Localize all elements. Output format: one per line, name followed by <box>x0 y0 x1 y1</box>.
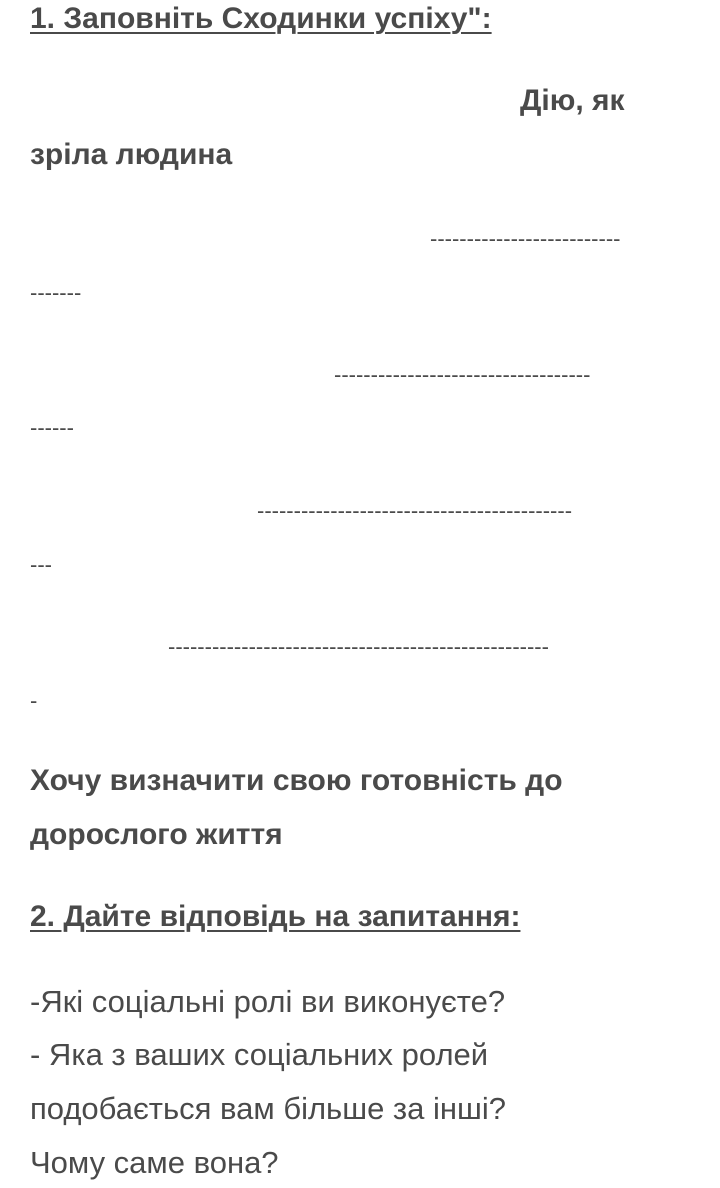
bottom-step-label-line1: Хочу визначити свою готовність до <box>30 764 563 797</box>
step-1-blank: -------------------------- <box>430 226 621 251</box>
question-line-4: Чому саме вона? <box>30 1145 279 1180</box>
step-3-blank-wrap: --- <box>30 552 52 577</box>
step-4-blank-wrap: - <box>30 688 38 713</box>
question-line-3: подобається вам більше за інші? <box>30 1091 506 1126</box>
step-4-blank: ---------------------------------------------------- <box>168 634 549 659</box>
top-step-label-line2: зріла людина <box>30 138 233 171</box>
question-line-1: -Які соціальні ролі ви виконуєте? <box>30 984 506 1019</box>
question-line-2: - Яка з ваших соціальних ролей <box>30 1037 489 1072</box>
step-2-blank: ----------------------------------- <box>334 362 591 387</box>
task1-heading: 1. Заповніть Сходинки успіху": <box>30 2 492 35</box>
step-2-blank-wrap: ------ <box>30 415 74 440</box>
step-3-blank: ------------------------------------------- <box>257 498 573 523</box>
task2-heading: 2. Дайте відповідь на запитання: <box>30 900 521 933</box>
step-1-blank-wrap: ------- <box>30 280 82 305</box>
bottom-step-label-line2: дорослого життя <box>30 818 283 851</box>
top-step-label-line1: Дію, як <box>520 84 625 117</box>
